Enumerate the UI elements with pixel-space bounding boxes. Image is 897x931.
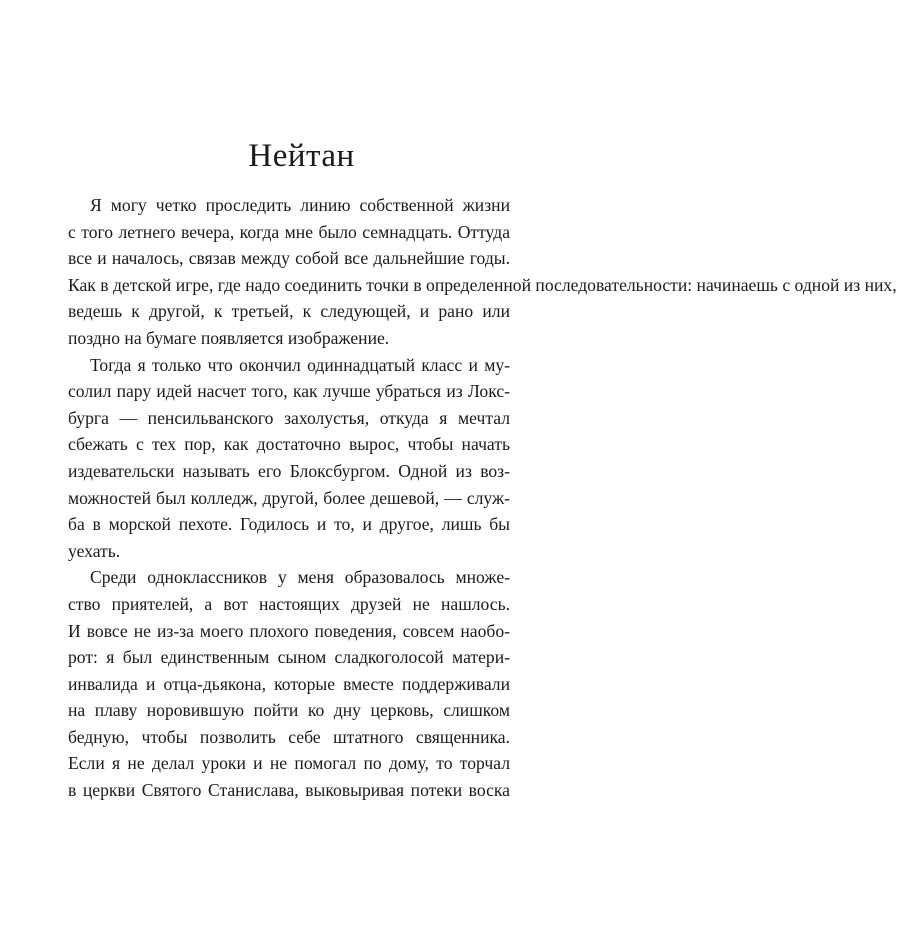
text-line: Я могу четко проследить линию собственной жизни bbox=[90, 195, 510, 215]
text-line: Как в детской игре, где надо соединить точки в определенной последовательности: начинаешь с одной из них, bbox=[68, 274, 897, 295]
text-line: инвалида и отца-дьякона, которые вместе поддерживали bbox=[68, 673, 510, 694]
text-line: в церкви Святого Станислава, выковыривая потеки воска bbox=[68, 780, 510, 801]
text-line: бурга — пенсильванского захолустья, откуда я мечтал bbox=[68, 407, 510, 428]
text-line: ба в морской пехоте. Годилось и то, и другое, лишь бы bbox=[68, 514, 510, 535]
text-line: Если я не делал уроки и не помогал по дому, то торчал bbox=[68, 753, 510, 774]
body-text bbox=[68, 192, 897, 804]
text-line: ведешь к другой, к третьей, к следующей, и рано или bbox=[68, 301, 510, 322]
text-line: с того летнего вечера, когда мне было семнадцать. Оттуда bbox=[68, 221, 510, 242]
text-line: поздно на бумаге появляется изображение. bbox=[68, 327, 390, 348]
chapter-title: Нейтан bbox=[248, 138, 355, 174]
text-line: на плаву норовившую пойти ко дну церковь, слишком bbox=[68, 700, 510, 721]
text-line: бедную, чтобы позволить себе штатного священника. bbox=[68, 726, 510, 747]
text-line: Тогда я только что окончил одиннадцатый класс и му- bbox=[90, 354, 510, 375]
text-line: И вовсе не из-за моего плохого поведения, совсем наобо- bbox=[68, 620, 510, 641]
text-line: издевательски называть его Блоксбургом. Одной из воз- bbox=[68, 460, 510, 481]
text-line: ство приятелей, а вот настоящих друзей не нашлось. bbox=[68, 593, 510, 614]
text-line: сбежать с тех пор, как достаточно вырос, чтобы начать bbox=[68, 434, 510, 455]
text-line: рот: я был единственным сыном сладкоголосой матери- bbox=[68, 647, 510, 668]
text-line: можностей был колледж, другой, более дешевой, — служ- bbox=[68, 487, 510, 508]
text-line: все и началось, связав между собой все дальнейшие годы. bbox=[68, 248, 510, 269]
text-line: уехать. bbox=[68, 540, 121, 561]
text-line: солил пару идей насчет того, как лучше убраться из Локс- bbox=[68, 381, 510, 402]
text-line: Среди одноклассников у меня образовалось множе- bbox=[90, 567, 510, 588]
